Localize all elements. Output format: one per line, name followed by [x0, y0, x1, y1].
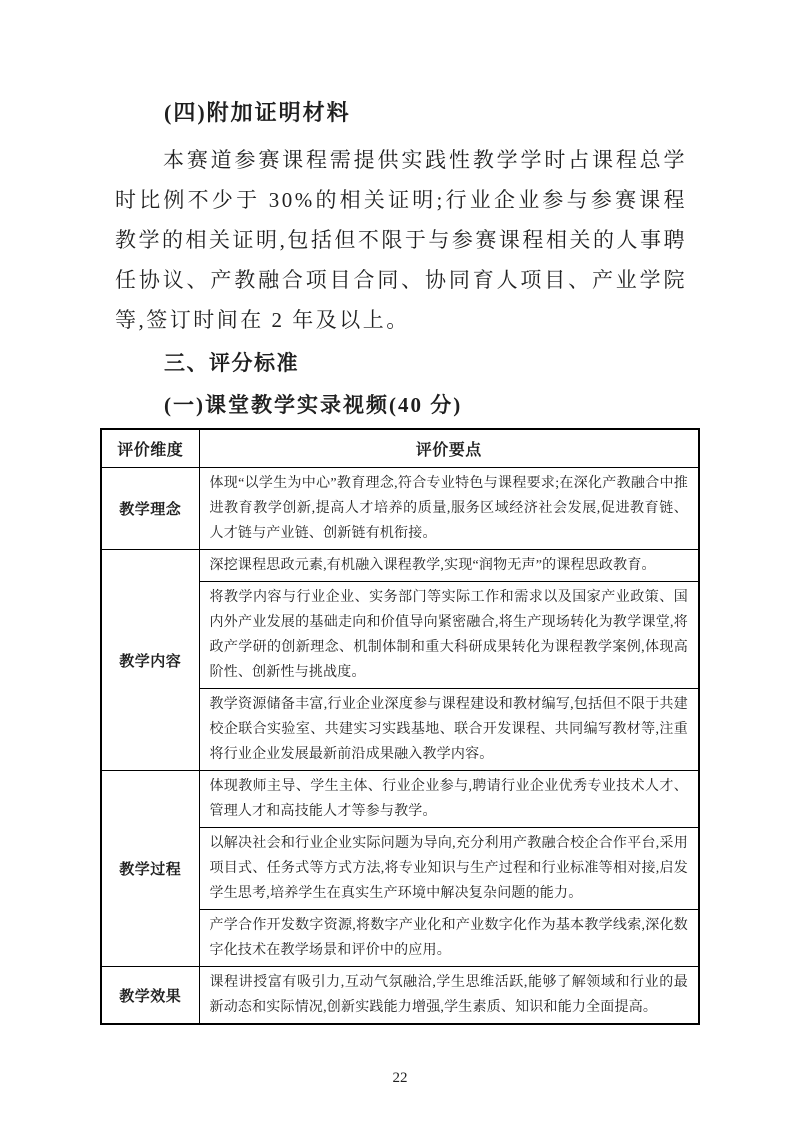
- dimension-cell-teaching-process: 教学过程: [101, 771, 199, 967]
- table-row: [101, 550, 699, 582]
- points-cell: 课程讲授富有吸引力,互动气氛融洽,学生思维活跃,能够了解领域和行业的最新动态和实际情况,创新实践能力增强,学生素质、知识和能力全面提高。: [199, 967, 699, 1025]
- table-row: [101, 967, 699, 1025]
- dimension-cell-teaching-concept: 教学理念: [101, 468, 199, 550]
- page-number: 22: [392, 1070, 408, 1086]
- dimension-cell-teaching-effect: 教学效果: [101, 967, 199, 1025]
- header-dimension: 评价维度: [101, 429, 199, 468]
- header-points: 评价要点: [199, 429, 699, 468]
- table-row: [101, 468, 699, 550]
- heading-scoring-standard: 三、评分标准: [164, 352, 299, 375]
- points-cell: 将教学内容与行业企业、实务部门等实际工作和需求以及国家产业政策、国内外产业发展的基础走向和价值导向紧密融合,将生产现场转化为教学课堂,将政产学研的创新理念、机制体制和重大科研成果转化为课程教学案例,体现高阶性、创新性与挑战度。: [199, 582, 699, 689]
- points-cell: 教学资源储备丰富,行业企业深度参与课程建设和教材编写,包括但不限于共建校企联合实验室、共建实习实践基地、联合开发课程、共同编写教材等,注重将行业企业发展最新前沿成果融入教学内容。: [199, 689, 699, 771]
- table-row: [101, 771, 699, 828]
- criteria-table: [100, 428, 700, 1025]
- points-cell: 深挖课程思政元素,有机融入课程教学,实现“润物无声”的课程思政教育。: [199, 550, 699, 582]
- points-cell: 以解决社会和行业企业实际问题为导向,充分利用产教融合校企合作平台,采用项目式、任务式等方式方法,将专业知识与生产过程和行业标准等相对接,启发学生思考,培养学生在真实生产环境中解决复杂问题的能力。: [199, 828, 699, 910]
- table-header-row: [101, 429, 699, 468]
- points-cell: 产学合作开发数字资源,将数字产业化和产业数字化作为基本教学线索,深化数字化技术在教学场景和评价中的应用。: [199, 910, 699, 967]
- points-cell: 体现教师主导、学生主体、行业企业参与,聘请行业企业优秀专业技术人才、管理人才和高技能人才等参与教学。: [199, 771, 699, 828]
- dimension-cell-teaching-content: 教学内容: [101, 550, 199, 771]
- points-cell: 体现“以学生为中心”教育理念,符合专业特色与课程要求;在深化产教融合中推进教育教学创新,提高人才培养的质量,服务区域经济社会发展,促进教育链、人才链与产业链、创新链有机衔接。: [199, 468, 699, 550]
- heading-attachment-material: (四)附加证明材料: [164, 100, 351, 125]
- attachment-paragraph: 本赛道参赛课程需提供实践性教学学时占课程总学时比例不少于 30%的相关证明;行业企业参与参赛课程教学的相关证明,包括但不限于与参赛课程相关的人事聘任协议、产教融合项目合同、协同育人项目、产业学院等,签订时间在 2 年及以上。: [115, 148, 687, 332]
- heading-video-section: (一)课堂教学实录视频(40 分): [164, 393, 463, 417]
